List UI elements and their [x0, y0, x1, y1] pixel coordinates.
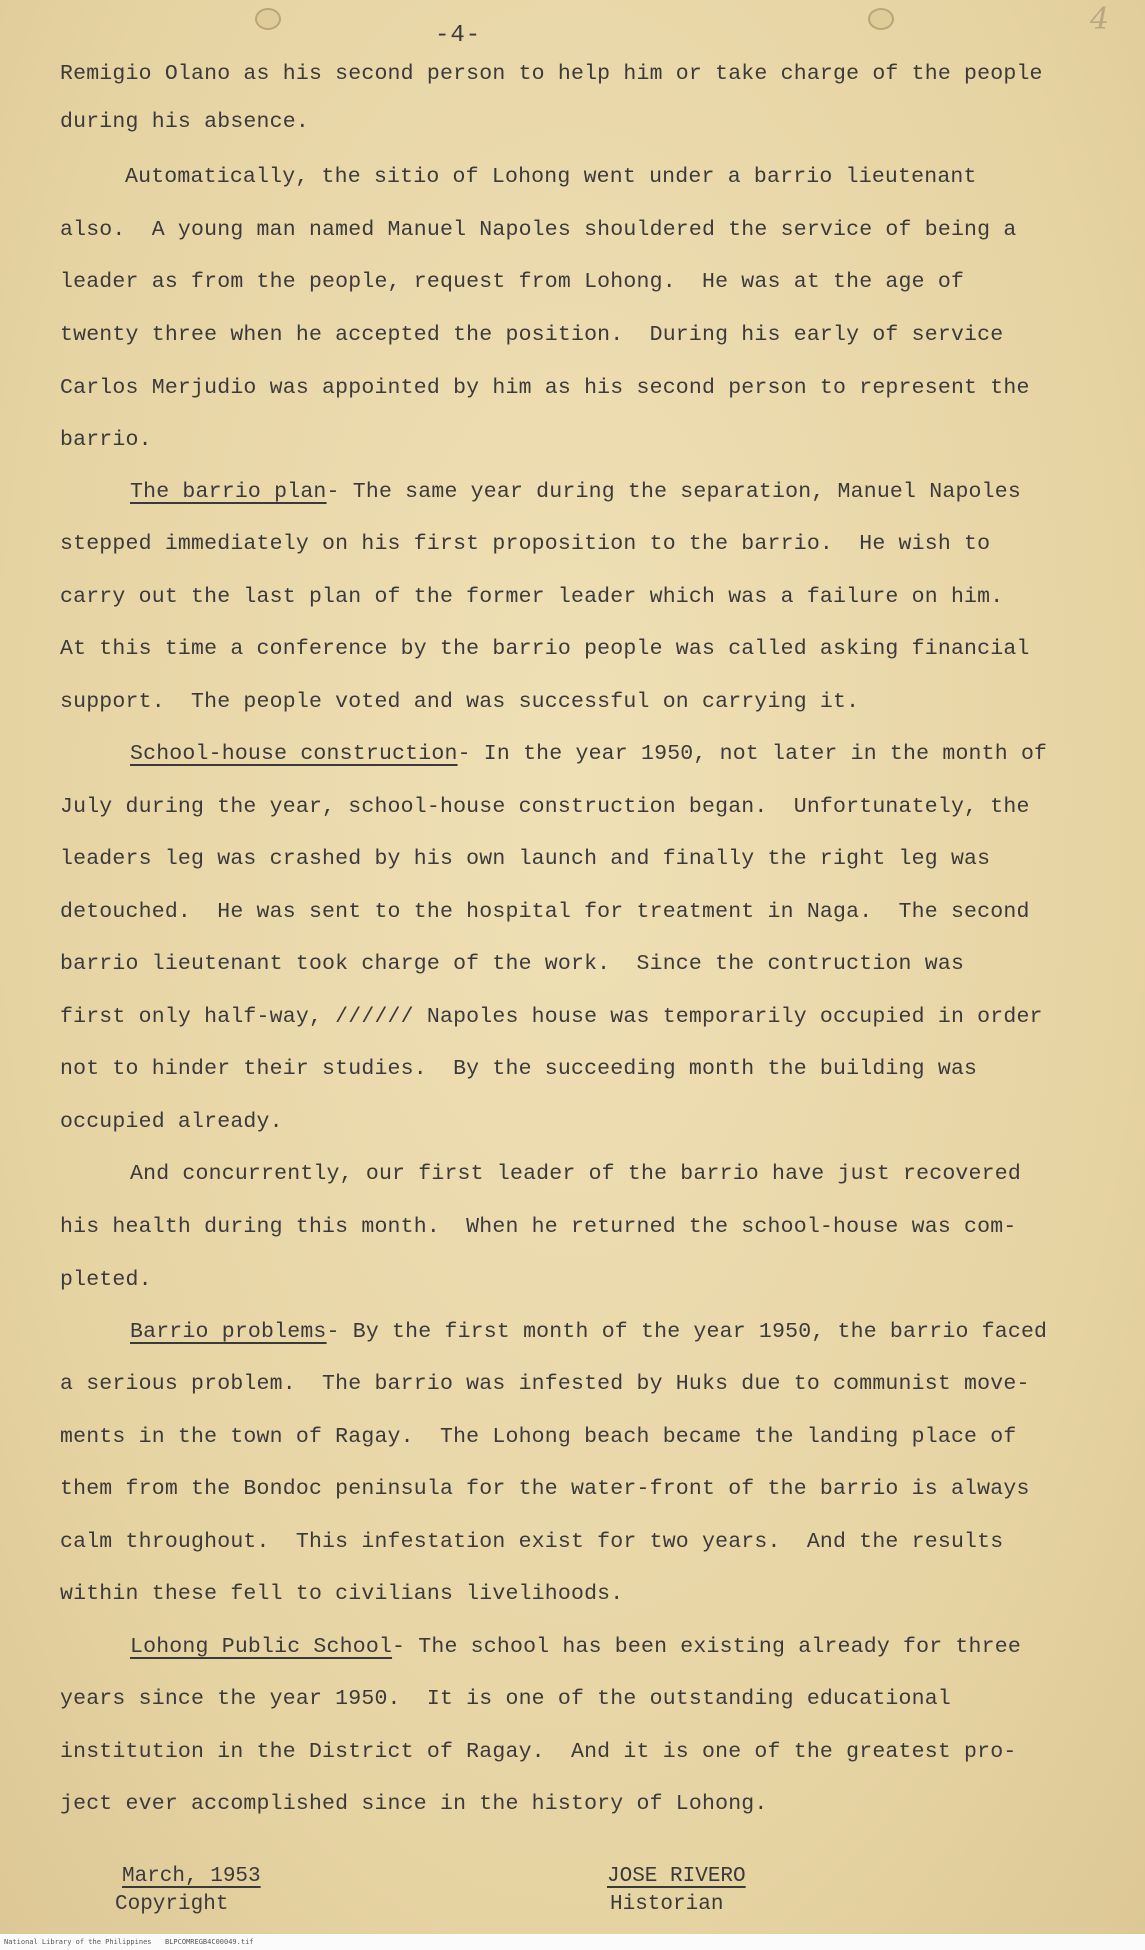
- line-text: ject ever accomplished since in the history of Lohong.: [60, 1792, 768, 1816]
- paragraph-line: [60, 376, 1030, 400]
- line-text: detouched. He was sent to the hospital for treatment in Naga. The second: [60, 900, 1030, 924]
- line-text: a serious problem. The barrio was infested by Huks due to communist move-: [60, 1372, 1030, 1396]
- line-text: occupied already.: [60, 1110, 283, 1134]
- line-text: ments in the town of Ragay. The Lohong beach became the landing place of: [60, 1425, 1017, 1449]
- paragraph-line: [60, 1740, 1016, 1764]
- line-text: carry out the last plan of the former leader which was a failure on him.: [60, 585, 1004, 609]
- line-text: - In the year 1950, not later in the month of: [457, 742, 1048, 766]
- section-heading: Lohong Public School: [130, 1635, 393, 1659]
- line-text: At this time a conference by the barrio people was called asking financial: [60, 637, 1030, 661]
- paragraph-line: [60, 62, 1043, 86]
- line-text: also. A young man named Manuel Napoles shouldered the service of being a: [60, 218, 1017, 242]
- line-text: Remigio Olano as his second person to help him or take charge of the people: [60, 62, 1043, 86]
- signature-title: Historian: [610, 1893, 724, 1916]
- paragraph-line: [60, 1215, 1016, 1239]
- line-text: during his absence.: [60, 110, 309, 134]
- paragraph-line: [60, 1110, 283, 1134]
- signature-date: March, 1953: [122, 1865, 261, 1888]
- paragraph-line: [60, 585, 1003, 609]
- section-paragraph-line: [130, 480, 1021, 504]
- paragraph-line: [60, 323, 1003, 347]
- line-text: institution in the District of Ragay. And it is one of the greatest pro-: [60, 1740, 1017, 1764]
- line-text: support. The people voted and was successful on carrying it.: [60, 690, 860, 714]
- paragraph-line: [60, 1582, 623, 1606]
- signature-name: JOSE RIVERO: [607, 1865, 746, 1888]
- line-text: twenty three when he accepted the position. During his early of service: [60, 323, 1004, 347]
- binder-hole: [868, 8, 894, 30]
- line-text: within these fell to civilians livelihoods.: [60, 1582, 624, 1606]
- line-text: barrio lieutenant took charge of the work. Since the contruction was: [60, 952, 965, 976]
- line-text: - The school has been existing already for three: [392, 1635, 1021, 1659]
- paragraph-line: [60, 1268, 152, 1292]
- line-text: leaders leg was crashed by his own launch and finally the right leg was: [60, 847, 991, 871]
- paragraph-line: [60, 1792, 768, 1816]
- section-paragraph-line: [130, 1320, 1047, 1344]
- line-text: And concurrently, our first leader of the barrio have just recovered: [130, 1162, 1021, 1186]
- paragraph-line: [60, 270, 964, 294]
- paragraph-line: [60, 847, 990, 871]
- line-text: pleted.: [60, 1268, 152, 1292]
- line-text: - The same year during the separation, Manuel Napoles: [326, 480, 1021, 504]
- paragraph-line: [60, 637, 1030, 661]
- paragraph-line: [60, 532, 990, 556]
- line-text: stepped immediately on his first proposition to the barrio. He wish to: [60, 532, 991, 556]
- paragraph-line: [60, 218, 1016, 242]
- line-text: first only half-way, ////// Napoles house was temporarily occupied in order: [60, 1005, 1043, 1029]
- line-text: his health during this month. When he returned the school-house was com-: [60, 1215, 1017, 1239]
- paragraph-line: [60, 1057, 977, 1081]
- paragraph-line: [60, 110, 309, 134]
- paragraph-line: [60, 1372, 1030, 1396]
- line-text: calm throughout. This infestation exist for two years. And the results: [60, 1530, 1004, 1554]
- section-heading: The barrio plan: [130, 480, 327, 504]
- paragraph-line: [60, 1425, 1016, 1449]
- section-heading: School-house construction: [130, 742, 458, 766]
- binder-hole: [255, 8, 281, 30]
- line-text: barrio.: [60, 428, 152, 452]
- scan-footer: [0, 1934, 1145, 1950]
- line-text: - By the first month of the year 1950, the barrio faced: [326, 1320, 1048, 1344]
- line-text: Carlos Merjudio was appointed by him as his second person to represent the: [60, 376, 1030, 400]
- section-paragraph-line: [130, 742, 1047, 766]
- paragraph-line: [60, 1687, 951, 1711]
- signature-date-label: Copyright: [115, 1893, 229, 1916]
- line-text: leader as from the people, request from Lohong. He was at the age of: [60, 270, 965, 294]
- line-text: years since the year 1950. It is one of the outstanding educational: [60, 1687, 951, 1711]
- paragraph-line: [60, 952, 964, 976]
- paragraph-line: [60, 690, 859, 714]
- line-text: them from the Bondoc peninsula for the water-front of the barrio is always: [60, 1477, 1030, 1501]
- page-number: -4-: [435, 22, 482, 49]
- section-heading: Barrio problems: [130, 1320, 327, 1344]
- line-text: not to hinder their studies. By the succeeding month the building was: [60, 1057, 978, 1081]
- section-paragraph-line: [130, 1635, 1021, 1659]
- line-text: July during the year, school-house construction began. Unfortunately, the: [60, 795, 1030, 819]
- line-text: Automatically, the sitio of Lohong went under a barrio lieutenant: [125, 165, 977, 189]
- footer-filename: BLPCOMREGB4C00049.tif: [165, 1938, 254, 1946]
- paragraph-line: [60, 795, 1030, 819]
- paragraph-line: [60, 900, 1030, 924]
- footer-source: National Library of the Philippines: [4, 1938, 152, 1946]
- paragraph-line: [60, 1005, 1043, 1029]
- paragraph-line: [60, 1530, 1003, 1554]
- paragraph-line: [60, 1477, 1030, 1501]
- corner-handwritten-mark: 4: [1090, 2, 1110, 37]
- paragraph-line: [60, 428, 152, 452]
- paragraph-line: [130, 1162, 1021, 1186]
- paragraph-line: [125, 165, 977, 189]
